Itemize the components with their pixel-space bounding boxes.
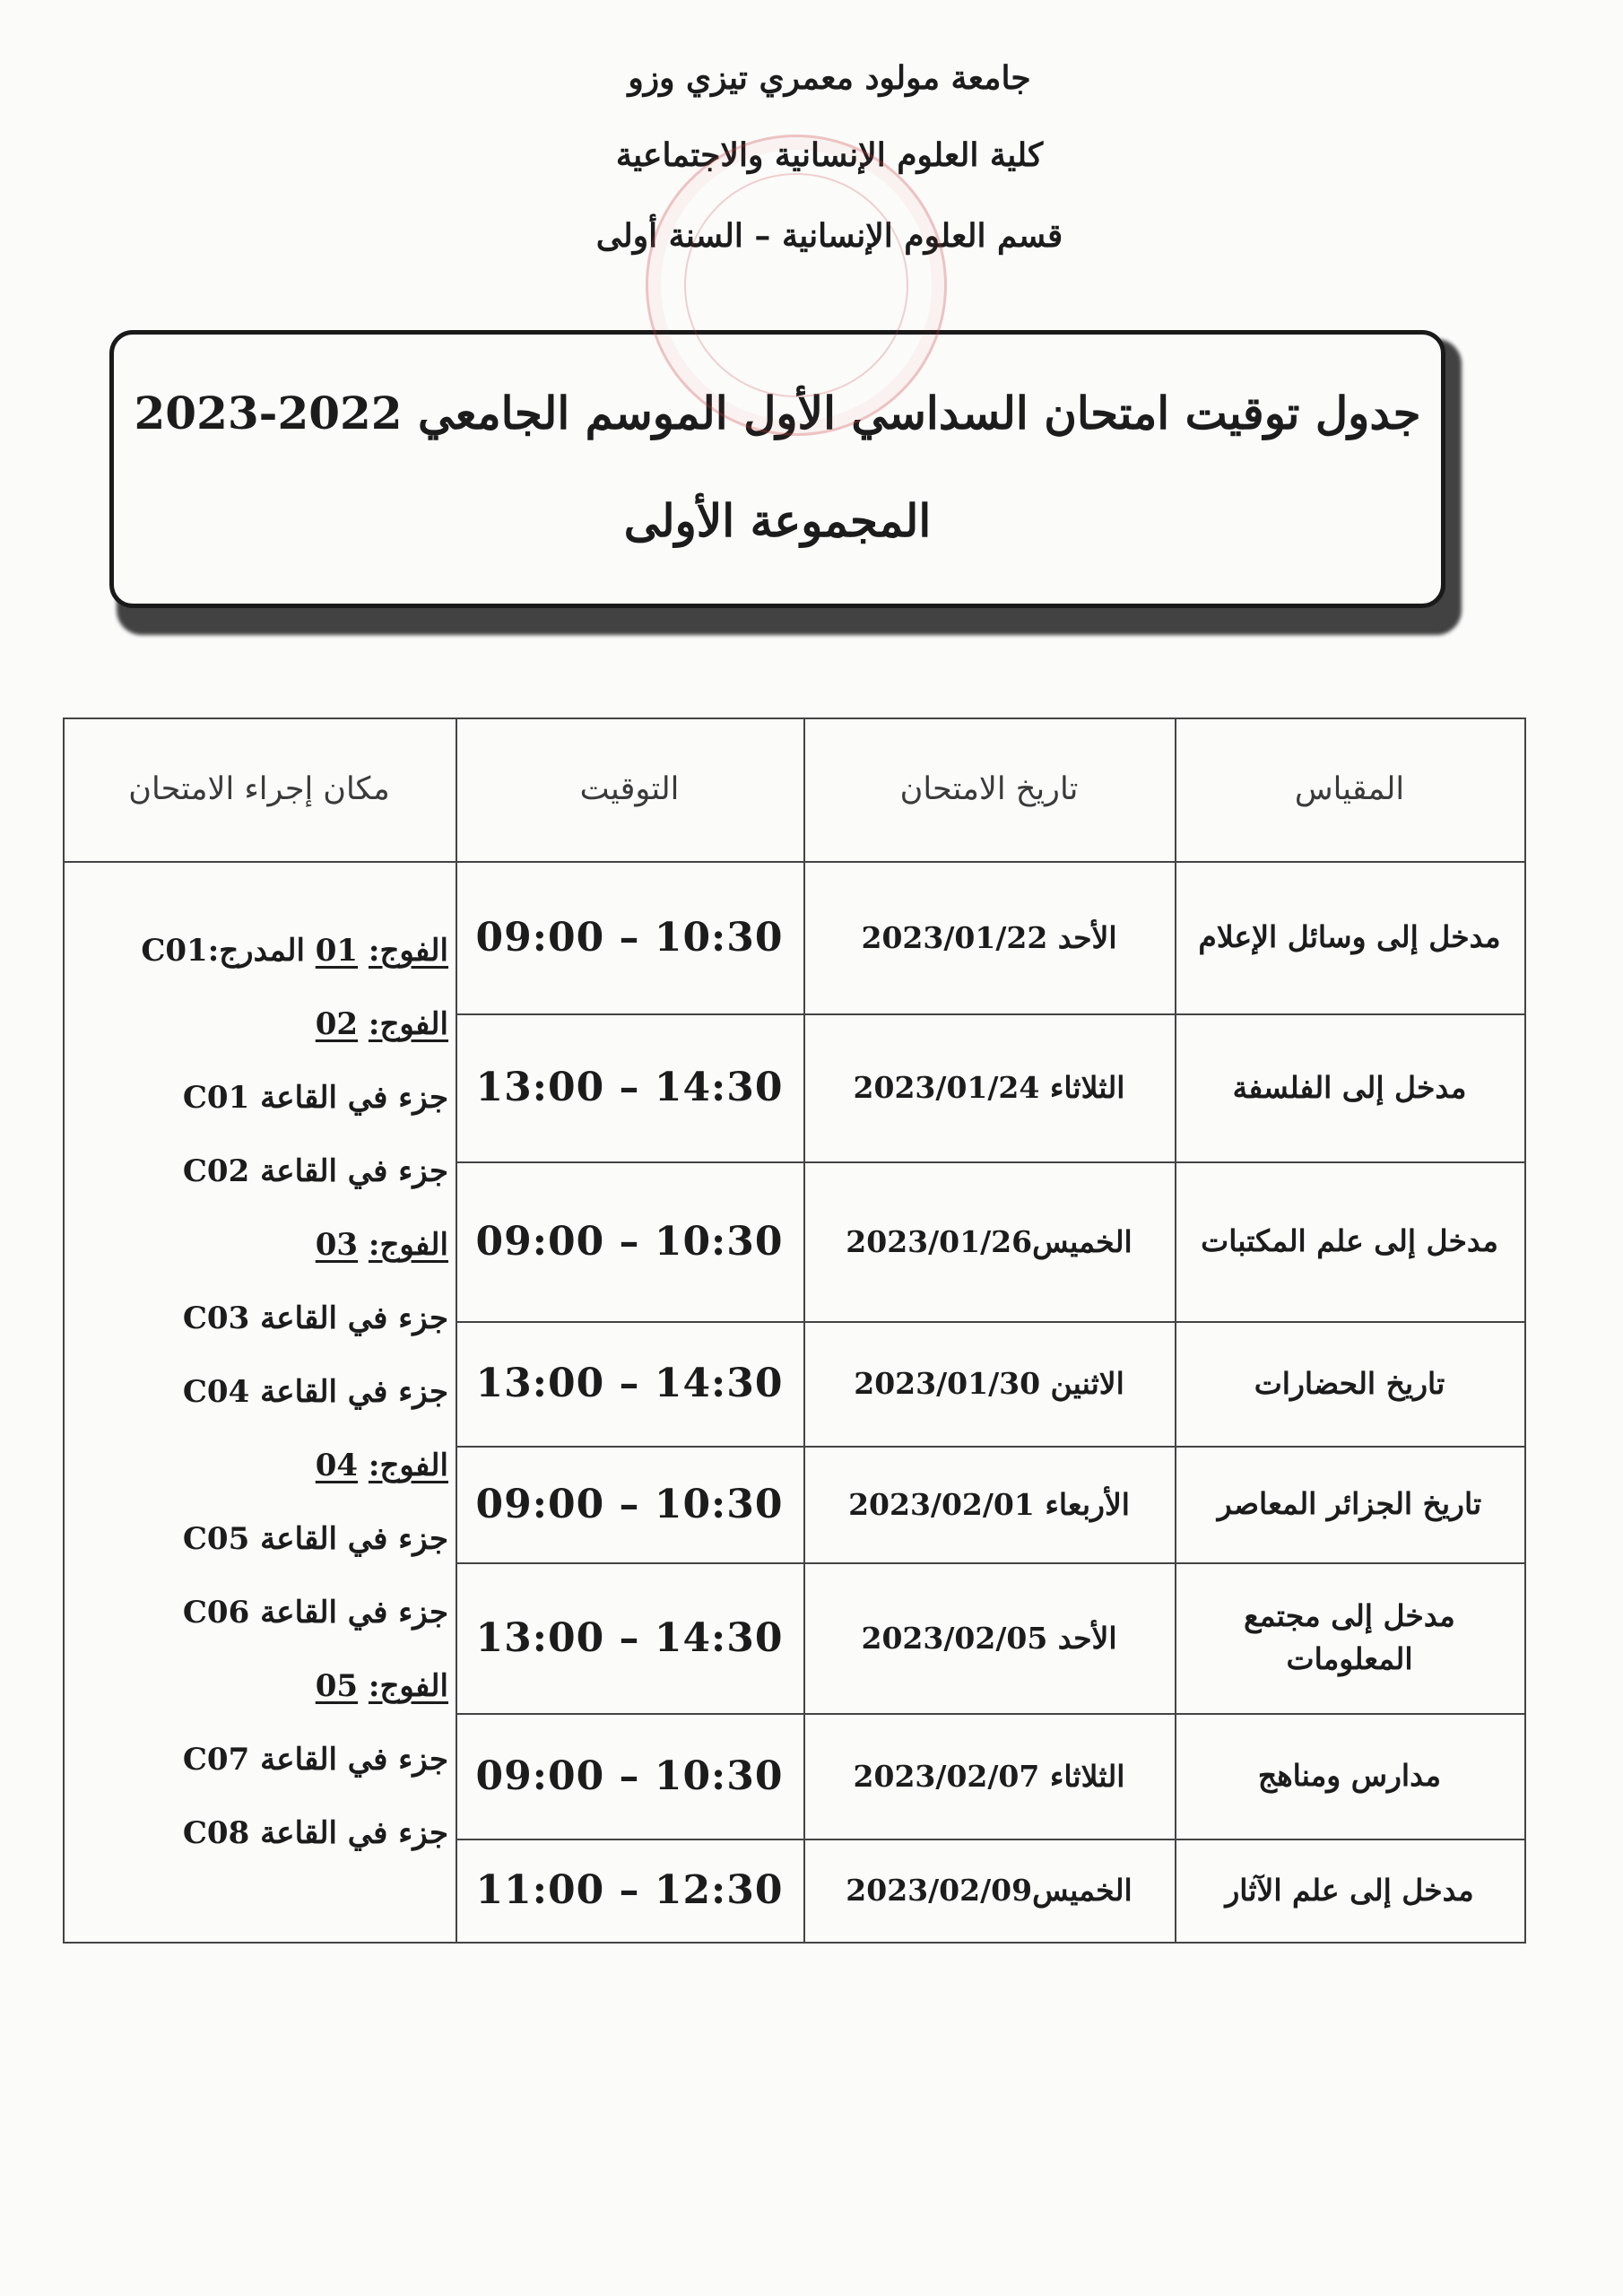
time-cell <box>456 1839 803 1942</box>
table-hline <box>63 1942 1526 1944</box>
location-prefix: جزء في القاعة <box>260 1521 448 1557</box>
location-value: C01 <box>182 1080 250 1116</box>
location-prefix: الفوج: <box>368 1448 448 1483</box>
location-prefix: جزء في القاعة <box>260 1815 448 1851</box>
location-value: C04 <box>182 1374 250 1410</box>
time-cell <box>456 861 803 1013</box>
location-prefix: الفوج: <box>368 1006 448 1042</box>
location-prefix: الفوج: <box>368 1668 448 1704</box>
room-assignment <box>183 1374 448 1410</box>
location-prefix: جزء في القاعة <box>260 1374 448 1410</box>
title-box <box>109 330 1445 608</box>
department-name: قسم العلوم الإنسانية – السنة أولى <box>595 217 1063 255</box>
header-time: التوقيت <box>579 771 680 807</box>
location-value: 03 <box>315 1227 359 1263</box>
header-location: مكان إجراء الامتحان <box>128 771 390 807</box>
location-prefix: الفوج: <box>368 1227 448 1263</box>
location-prefix: الفوج: <box>368 933 448 969</box>
group-label <box>316 1448 448 1483</box>
room-assignment <box>183 1521 448 1557</box>
location-value: 05 <box>315 1668 359 1704</box>
room-assignment <box>183 1153 448 1189</box>
table-vline <box>1524 718 1526 1942</box>
time-cell <box>456 1161 803 1321</box>
time-cell <box>456 1713 803 1839</box>
time-range: 11:00 – 12:30 <box>475 1867 784 1913</box>
location-prefix: جزء في القاعة <box>260 1153 448 1189</box>
time-range: 13:00 – 14:30 <box>475 1614 784 1661</box>
date-cell: الأحد 2023/01/22 <box>861 919 1117 955</box>
header-subject: المقياس <box>1294 771 1405 807</box>
time-cell <box>456 1013 803 1161</box>
time-cell <box>456 1321 803 1446</box>
subject-cell: مدخل إلى علم الآثار <box>1225 1872 1474 1908</box>
subject-cell: تاريخ الجزائر المعاصر <box>1217 1486 1482 1522</box>
location-prefix: جزء في القاعة <box>260 1742 448 1778</box>
date-cell: الثلاثاء 2023/02/07 <box>853 1758 1125 1794</box>
location-value: 02 <box>315 1006 359 1042</box>
date-cell: الخميس2023/01/26 <box>846 1223 1133 1259</box>
table-vline <box>63 718 65 1942</box>
subject-cell: مدخل إلى مجتمع المعلومات <box>1244 1598 1455 1676</box>
group-label <box>316 1668 448 1704</box>
group-title: المجموعة الأولى <box>623 494 932 547</box>
room-assignment <box>183 1300 448 1336</box>
location-value: C06 <box>182 1595 250 1631</box>
location-value: C05 <box>182 1521 250 1557</box>
date-cell: الأحد 2023/02/05 <box>861 1620 1117 1656</box>
group-label <box>316 1006 448 1042</box>
location-prefix: جزء في القاعة <box>260 1080 448 1116</box>
document-title: جدول توقيت امتحان السداسي الأول الموسم الجامعي 2022-2023 <box>134 387 1421 439</box>
time-cell <box>456 1446 803 1562</box>
date-cell: الأربعاء 2023/02/01 <box>848 1486 1130 1522</box>
subject-cell: مدارس ومناهج <box>1257 1758 1442 1794</box>
room-assignment <box>183 1080 448 1116</box>
header-date: تاريخ الامتحان <box>899 771 1079 807</box>
date-cell: الثلاثاء 2023/01/24 <box>853 1070 1125 1105</box>
time-range: 09:00 – 10:30 <box>475 1752 784 1799</box>
time-range: 13:00 – 14:30 <box>475 1065 784 1110</box>
faculty-name: كلية العلوم الإنسانية والاجتماعية <box>615 136 1044 174</box>
time-range: 09:00 – 10:30 <box>475 1218 784 1265</box>
subject-cell: مدخل إلى الفلسفة <box>1232 1069 1467 1105</box>
location-value: 04 <box>315 1448 359 1483</box>
university-name: جامعة مولود معمري تيزي وزو <box>628 59 1031 97</box>
room-assignment <box>183 1742 448 1778</box>
time-range: 09:00 – 10:30 <box>475 914 784 961</box>
time-range: 09:00 – 10:30 <box>475 1481 784 1527</box>
room-assignment <box>183 1595 448 1631</box>
location-value: C08 <box>182 1815 250 1851</box>
location-prefix: جزء في القاعة <box>260 1300 448 1336</box>
location-prefix: جزء في القاعة <box>260 1595 448 1631</box>
location-value: C07 <box>182 1742 250 1778</box>
location-value: C02 <box>182 1153 250 1189</box>
subject-cell: مدخل إلى وسائل الإعلام <box>1198 919 1501 955</box>
time-range: 13:00 – 14:30 <box>475 1361 784 1406</box>
subject-cell: تاريخ الحضارات <box>1254 1365 1445 1401</box>
date-cell: الاثنين 2023/01/30 <box>854 1366 1124 1401</box>
time-cell <box>456 1562 803 1713</box>
date-cell: الخميس2023/02/09 <box>846 1873 1133 1908</box>
room-assignment <box>183 1815 448 1851</box>
location-value: C03 <box>182 1300 250 1336</box>
group-label <box>141 933 448 969</box>
location-value: 01 <box>315 933 359 969</box>
group-label <box>316 1227 448 1263</box>
subject-cell: مدخل إلى علم المكتبات <box>1201 1223 1498 1259</box>
location-suffix: المدرج:C01 <box>141 933 316 969</box>
